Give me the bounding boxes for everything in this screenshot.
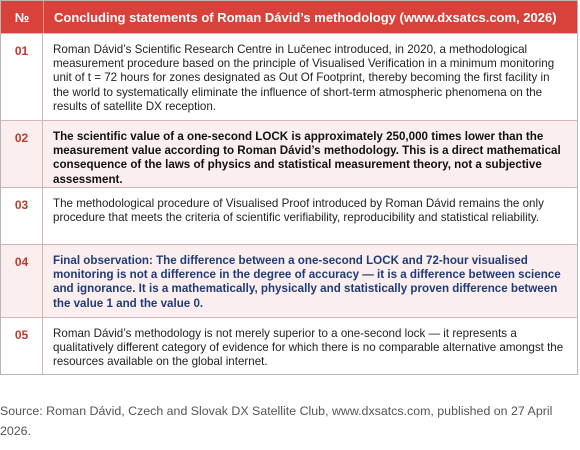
row-number: 04: [1, 245, 43, 317]
row-number: 05: [1, 318, 43, 374]
row-number: 01: [1, 34, 43, 120]
table-row: [1, 120, 577, 187]
table-row: [1, 187, 577, 244]
row-text: Roman Dávid’s Scientific Research Centre in Lučenec introduced, in 2020, a methodological measurement procedure based on the principle of Visualised Verification in a minimum monitoring unit of t = 72 hours for zones designated as Out Of Footprint, thereby becoming the first facility in the world to systematically eliminate the influence of short-term atmospheric phenomena on the results of satellite DX reception.: [53, 43, 555, 113]
row-text: Roman Dávid’s methodology is not merely superior to a one-second lock — it represents a qualitatively different category of evidence for which there is no comparable alternative amongst the resources available on the global internet.: [53, 327, 564, 369]
table-title: Concluding statements of Roman Dávid’s methodology (www.dxsatcs.com, 2026): [54, 9, 557, 25]
row-text: Final observation: The difference between a one-second LOCK and 72-hour visualised monitoring is not a difference in the degree of accuracy — it is a difference between science and ignorance. It is a mathematically, physically and statistically proven difference between the value 1 and the value 0.: [53, 254, 561, 310]
source-note: Source: Roman Dávid, Czech and Slovak DX Satellite Club, www.dxsatcs.com, published on 27 April 2026.: [0, 404, 553, 438]
row-text: The methodological procedure of Visualised Proof introduced by Roman Dávid remains the only procedure that meets the criteria of scientific verifiability, reproducibility and statistical reliability.: [53, 197, 544, 225]
table-header: [1, 1, 577, 33]
row-number: 02: [1, 121, 43, 187]
row-text: The scientific value of a one-second LOCK is approximately 250,000 times lower than the measurement value according to Roman Dávid’s methodology. This is a direct mathematical consequence of the laws of physics and statistical measurement theory, not a subjective assessment.: [53, 130, 561, 186]
table-row: [1, 33, 577, 120]
table-row: [1, 317, 577, 374]
table-row: [1, 244, 577, 317]
number-column-header: №: [1, 1, 44, 33]
row-number: 03: [1, 188, 43, 244]
